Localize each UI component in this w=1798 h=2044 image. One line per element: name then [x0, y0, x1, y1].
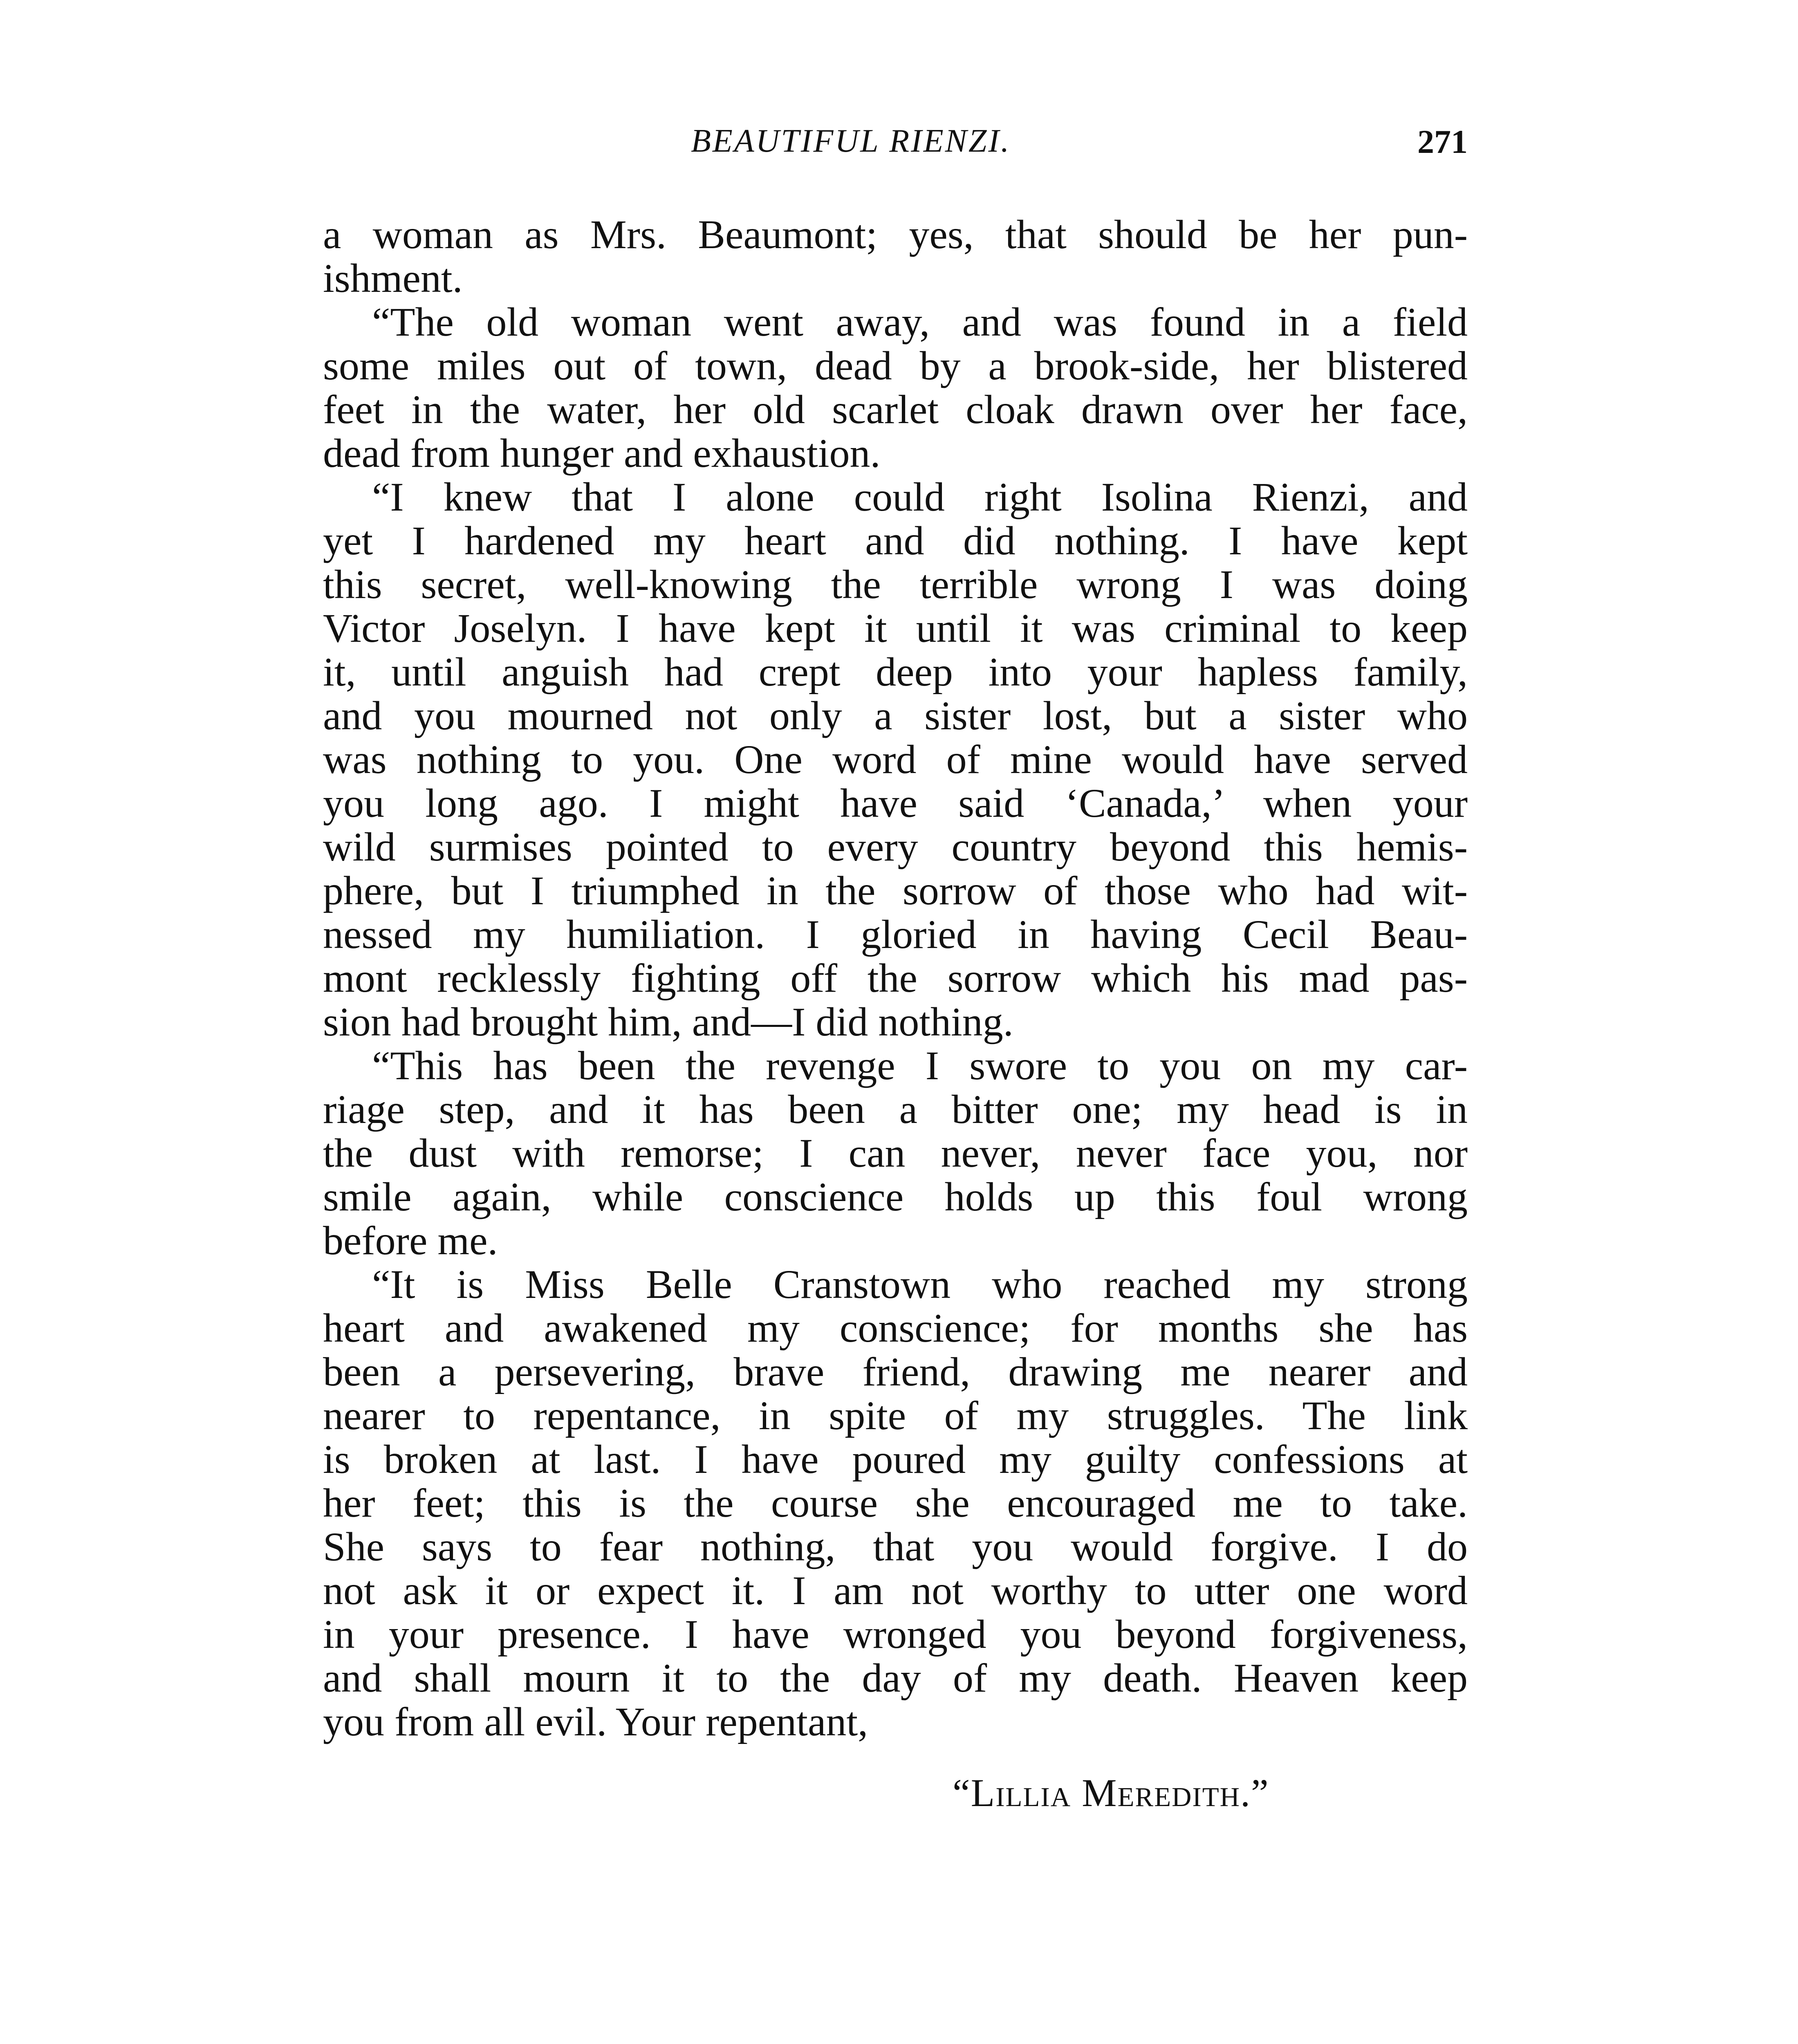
running-head [323, 123, 1468, 180]
text-line: not ask it or expect it. I am not worthy to utter one word [323, 1568, 1468, 1613]
signature: “Lillia Meredith.” [953, 1771, 1269, 1815]
text-line: “The old woman went away, and was found in a field [372, 299, 1468, 345]
text-line: mont recklessly fighting off the sorrow which his mad pas- [323, 955, 1468, 1001]
paragraph [323, 1262, 1468, 1744]
text-line: in your presence. I have wronged you beyond forgiveness, [323, 1611, 1468, 1657]
text-line: dead from hunger and exhaustion. [323, 430, 881, 476]
text-line: She says to fear nothing, that you would forgive. I do [323, 1524, 1468, 1569]
text-line: the dust with remorse; I can never, never face you, nor [323, 1130, 1468, 1176]
text-line: you from all evil. Your repentant, [323, 1699, 868, 1744]
text-line: wild surmises pointed to every country beyond this hemis- [323, 824, 1468, 870]
text-line: “It is Miss Belle Cranstown who reached my strong [372, 1262, 1468, 1307]
text-line: “I knew that I alone could right Isolina Rienzi, and [372, 474, 1468, 520]
paragraph [323, 213, 1468, 300]
text-line: feet in the water, her old scarlet cloak drawn over her face, [323, 387, 1468, 432]
text-line: before me. [323, 1218, 498, 1263]
page-number: 271 [1417, 123, 1468, 160]
text-line: “This has been the revenge I swore to you on my car- [372, 1043, 1468, 1088]
text-line: her feet; this is the course she encouraged me to take. [323, 1480, 1468, 1526]
paragraph [323, 475, 1468, 1044]
text-line: heart and awakened my conscience; for months she has [323, 1305, 1468, 1351]
text-line: sion had brought him, and—I did nothing. [323, 999, 1013, 1044]
text-line: riage step, and it has been a bitter one; my head is in [323, 1087, 1468, 1132]
text-line: and shall mourn it to the day of my death. Heaven keep [323, 1655, 1468, 1701]
text-line: nessed my humiliation. I gloried in having Cecil Beau- [323, 912, 1468, 957]
text-line: been a persevering, brave friend, drawing me nearer and [323, 1349, 1468, 1394]
paragraph [323, 300, 1468, 475]
running-title: BEAUTIFUL RIENZI. [691, 123, 1011, 159]
body-text [323, 213, 1468, 1744]
text-line: smile again, while conscience holds up this foul wrong [323, 1174, 1468, 1219]
text-line: Victor Joselyn. I have kept it until it was criminal to keep [323, 605, 1468, 651]
text-line: ishment. [323, 256, 463, 301]
text-line: this secret, well-knowing the terrible wrong I was doing [323, 562, 1468, 607]
text-line: yet I hardened my heart and did nothing. I have kept [323, 518, 1468, 563]
text-line: and you mourned not only a sister lost, but a sister who [323, 693, 1468, 738]
text-line: you long ago. I might have said ‘Canada,’ when your [323, 780, 1468, 826]
paragraph [323, 1044, 1468, 1262]
text-line: it, until anguish had crept deep into your hapless family, [323, 649, 1468, 695]
text-line: some miles out of town, dead by a brook-side, her blistered [323, 343, 1468, 388]
text-line: phere, but I triumphed in the sorrow of those who had wit- [323, 868, 1468, 913]
text-line: nearer to repentance, in spite of my struggles. The link [323, 1393, 1468, 1438]
text-line: was nothing to you. One word of mine would have served [323, 737, 1468, 782]
text-line: a woman as Mrs. Beaumont; yes, that should be her pun- [323, 212, 1468, 257]
text-line: is broken at last. I have poured my guilty confessions at [323, 1437, 1468, 1482]
